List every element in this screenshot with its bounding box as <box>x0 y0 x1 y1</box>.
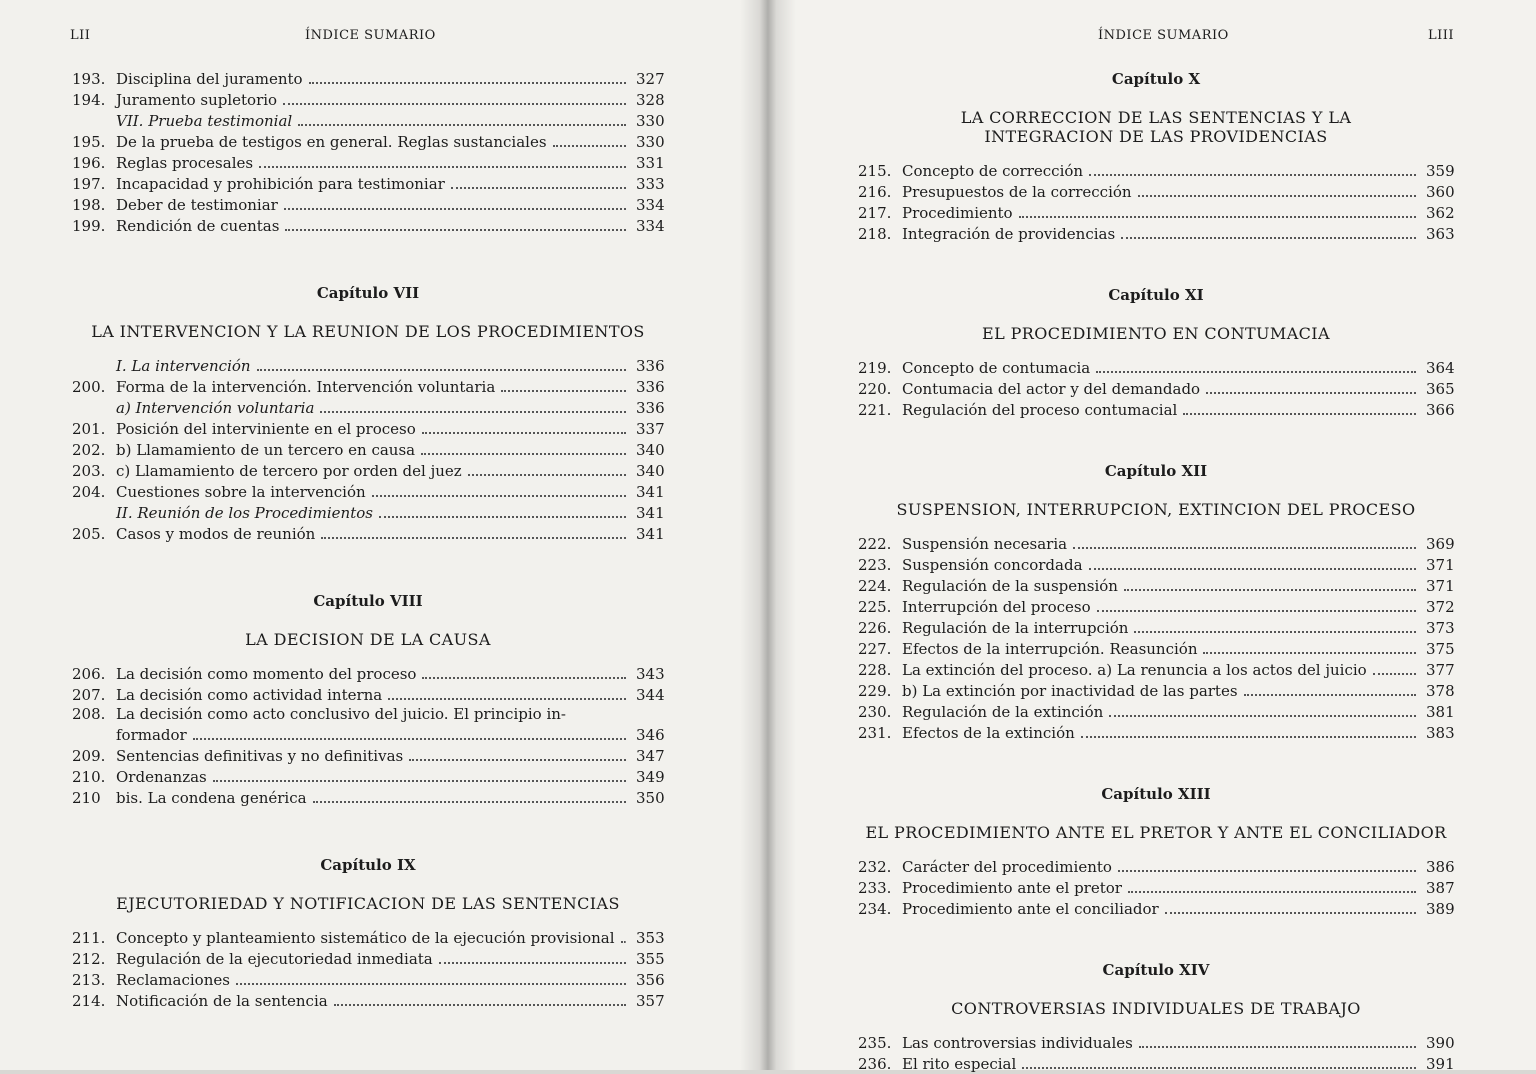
entry-page-number: 375 <box>1426 640 1455 658</box>
dot-leader <box>1081 722 1416 738</box>
entry-title: Concepto de corrección <box>902 162 1084 180</box>
toc-entry <box>858 181 1454 202</box>
entry-page-number: 371 <box>1426 556 1455 574</box>
toc-entry <box>858 638 1454 659</box>
dot-leader <box>501 376 626 392</box>
toc-entry <box>72 194 664 215</box>
entry-title: Efectos de la extinción <box>902 724 1075 742</box>
toc-entry <box>72 787 664 808</box>
entries-top <box>72 68 664 236</box>
chapter-entries <box>858 160 1454 244</box>
chapter-label: Capítulo XIII <box>1101 785 1211 803</box>
toc-entry <box>858 659 1454 680</box>
entry-number: 226. <box>858 619 892 637</box>
toc-entry <box>72 990 664 1011</box>
chapter-entries <box>858 1032 1454 1074</box>
entry-page-number: 330 <box>636 133 665 151</box>
chapter-title: EL PROCEDIMIENTO ANTE EL PRETOR Y ANTE EL CONCILIADOR <box>865 823 1447 842</box>
entry-page-number: 365 <box>1426 380 1455 398</box>
entry-page-number: 347 <box>636 747 665 765</box>
chapter-entries <box>858 357 1454 420</box>
entry-page-number: 349 <box>636 768 665 786</box>
dot-leader <box>285 215 626 231</box>
dot-leader <box>439 948 626 964</box>
entry-title: II. Reunión de los Procedimientos <box>116 504 373 522</box>
entry-page-number: 372 <box>1426 598 1455 616</box>
entry-title: VII. Prueba testimonial <box>116 112 293 130</box>
chapter-entries <box>858 533 1454 743</box>
toc-entry <box>72 215 664 236</box>
dot-leader <box>193 724 626 740</box>
entry-title: Regulación de la suspensión <box>902 577 1118 595</box>
entry-page-number: 390 <box>1426 1034 1455 1052</box>
toc-entry <box>72 745 664 766</box>
toc-entry <box>72 684 664 705</box>
entry-title: Ordenanzas <box>116 768 207 786</box>
dot-leader <box>1373 659 1416 675</box>
chapter-label: Capítulo VIII <box>313 592 423 610</box>
entry-title: Interrupción del proceso <box>902 598 1091 616</box>
entry-number: 232. <box>858 858 892 876</box>
entry-number: 212. <box>72 950 106 968</box>
toc-entry <box>858 160 1454 181</box>
chapter-title: LA INTERVENCION Y LA REUNION DE LOS PROCEDIMIENTOS <box>91 322 645 341</box>
entry-page-number: 377 <box>1426 661 1455 679</box>
entry-title: Concepto y planteamiento sistemático de la ejecución provisional <box>116 929 615 947</box>
entry-page-number: 355 <box>636 950 665 968</box>
chapter-title: LA DECISION DE LA CAUSA <box>245 630 491 649</box>
entry-title: b) Llamamiento de un tercero en causa <box>116 441 416 459</box>
dot-leader <box>468 460 626 476</box>
toc-entry <box>858 617 1454 638</box>
toc-entry <box>858 575 1454 596</box>
entry-title: Cuestiones sobre la intervención <box>116 483 366 501</box>
entry-number: 218. <box>858 225 892 243</box>
dot-leader <box>1165 898 1416 914</box>
entry-number: 220. <box>858 380 892 398</box>
dot-leader <box>422 418 626 434</box>
entry-title: formador <box>116 726 187 744</box>
entry-page-number: 386 <box>1426 858 1455 876</box>
entry-title: Deber de testimoniar <box>116 196 278 214</box>
entry-title: Juramento supletorio <box>116 91 278 109</box>
entry-page-number: 363 <box>1426 225 1455 243</box>
entry-page-number: 360 <box>1426 183 1455 201</box>
dot-leader <box>1096 357 1416 373</box>
toc-entry <box>72 110 664 131</box>
entry-title: Disciplina del juramento <box>116 70 303 88</box>
toc-entry <box>858 1032 1454 1053</box>
entry-page-number: 331 <box>636 154 665 172</box>
book-gutter-shadow <box>740 0 796 1070</box>
entry-number: 225. <box>858 598 892 616</box>
toc-entry <box>72 927 664 948</box>
dot-leader <box>283 89 626 105</box>
entry-title: Posición del interviniente en el proceso <box>116 420 416 438</box>
dot-leader <box>553 131 626 147</box>
toc-entry <box>72 523 664 544</box>
entry-page-number: 357 <box>636 992 665 1010</box>
entry-page-number: 371 <box>1426 577 1455 595</box>
left-page <box>0 0 768 1070</box>
entry-title: Presupuestos de la corrección <box>902 183 1132 201</box>
dot-leader <box>259 152 626 168</box>
entry-page-number: 353 <box>636 929 665 947</box>
entry-title: Sentencias definitivas y no definitivas <box>116 747 404 765</box>
entry-title: a) Intervención voluntaria <box>116 399 315 417</box>
toc-entry <box>72 152 664 173</box>
entry-number: 221. <box>858 401 892 419</box>
entry-title: Regulación de la extinción <box>902 703 1104 721</box>
toc-entry <box>72 969 664 990</box>
entry-number: 236. <box>858 1055 892 1073</box>
entry-title: Notificación de la sentencia <box>116 992 328 1010</box>
dot-leader <box>1244 680 1416 696</box>
entry-page-number: 336 <box>636 357 665 375</box>
entry-title: Procedimiento ante el pretor <box>902 879 1122 897</box>
entry-number: 230. <box>858 703 892 721</box>
chapter-title: CONTROVERSIAS INDIVIDUALES DE TRABAJO <box>951 999 1361 1018</box>
entry-page-number: 346 <box>636 726 665 744</box>
toc-entry <box>858 223 1454 244</box>
toc-entry <box>858 378 1454 399</box>
dot-leader <box>1019 202 1416 218</box>
dot-leader <box>1206 378 1416 394</box>
chapter-entries <box>72 663 664 808</box>
entry-page-number: 369 <box>1426 535 1455 553</box>
entry-number: 231. <box>858 724 892 742</box>
chapter-entries <box>72 355 664 544</box>
toc-entry <box>858 722 1454 743</box>
entry-number: 217. <box>858 204 892 222</box>
chapter-entries <box>858 856 1454 919</box>
entry-page-number: 334 <box>636 217 665 235</box>
entry-number: 219. <box>858 359 892 377</box>
toc-entry <box>858 357 1454 378</box>
toc-entry <box>72 397 664 418</box>
entry-page-number: 336 <box>636 399 665 417</box>
entry-page-number: 330 <box>636 112 665 130</box>
toc-entry <box>858 596 1454 617</box>
entry-title: Casos y modos de reunión <box>116 525 316 543</box>
toc-entry <box>72 68 664 89</box>
toc-entry <box>72 948 664 969</box>
entry-page-number: 350 <box>636 789 665 807</box>
entry-number: 196. <box>72 154 106 172</box>
entry-number: 214. <box>72 992 106 1010</box>
entry-title: Regulación de la ejecutoriedad inmediata <box>116 950 433 968</box>
entry-title: Suspensión necesaria <box>902 535 1068 553</box>
entry-title: Integración de providencias <box>902 225 1116 243</box>
dot-leader <box>1134 617 1416 633</box>
entry-number: 227. <box>858 640 892 658</box>
entry-page-number: 381 <box>1426 703 1455 721</box>
entry-title: c) Llamamiento de tercero por orden del juez <box>116 462 462 480</box>
chapter-title: EJECUTORIEDAD Y NOTIFICACION DE LAS SENTENCIAS <box>116 894 620 913</box>
entry-number: 204. <box>72 483 106 501</box>
entry-page-number: 383 <box>1426 724 1455 742</box>
toc-entry <box>858 680 1454 701</box>
toc-entry <box>72 663 664 684</box>
dot-leader <box>257 355 626 371</box>
entry-number: 198. <box>72 196 106 214</box>
chapter-label: Capítulo X <box>1111 70 1201 88</box>
right-page-number: LIII <box>1428 28 1455 43</box>
dot-leader <box>1089 160 1416 176</box>
entry-number: 197. <box>72 175 106 193</box>
entry-page-number: 341 <box>636 504 665 522</box>
entry-title: La decisión como actividad interna <box>116 686 383 704</box>
dot-leader <box>236 969 626 985</box>
dot-leader <box>321 523 626 539</box>
chapter-title: SUSPENSION, INTERRUPCION, EXTINCION DEL PROCESO <box>896 500 1416 519</box>
entry-number: 223. <box>858 556 892 574</box>
entry-page-number: 340 <box>636 441 665 459</box>
toc-entry <box>858 856 1454 877</box>
entry-number: 200. <box>72 378 106 396</box>
entry-title: I. La intervención <box>116 357 251 375</box>
entry-page-number: 387 <box>1426 879 1455 897</box>
left-page-number: LII <box>70 28 91 43</box>
entry-number: 228. <box>858 661 892 679</box>
entry-page-number: 366 <box>1426 401 1455 419</box>
entry-title: Suspensión concordada <box>902 556 1083 574</box>
dot-leader <box>1073 533 1416 549</box>
entry-number: 222. <box>858 535 892 553</box>
entry-number: 234. <box>858 900 892 918</box>
entry-page-number: 356 <box>636 971 665 989</box>
toc-entry <box>72 355 664 376</box>
dot-leader <box>388 684 626 700</box>
dot-leader <box>298 110 626 126</box>
entry-number: 205. <box>72 525 106 543</box>
entry-number: 235. <box>858 1034 892 1052</box>
entry-page-number: 343 <box>636 665 665 683</box>
entry-title: Procedimiento ante el conciliador <box>902 900 1159 918</box>
entry-page-number: 340 <box>636 462 665 480</box>
entry-page-number: 344 <box>636 686 665 704</box>
dot-leader <box>372 481 626 497</box>
toc-entry <box>858 533 1454 554</box>
dot-leader <box>284 194 626 210</box>
entry-title: Forma de la intervención. Intervención voluntaria <box>116 378 496 396</box>
toc-entry <box>72 460 664 481</box>
left-running-header: ÍNDICE SUMARIO <box>305 28 436 43</box>
entry-number: 229. <box>858 682 892 700</box>
chapter-title: LA CORRECCION DE LAS SENTENCIAS Y LA INTEGRACION DE LAS PROVIDENCIAS <box>960 108 1352 146</box>
entry-number: 216. <box>858 183 892 201</box>
entry-number: 224. <box>858 577 892 595</box>
dot-leader <box>1128 877 1416 893</box>
toc-entry <box>72 89 664 110</box>
toc-entry <box>72 724 664 745</box>
dot-leader <box>1097 596 1416 612</box>
chapter-title: EL PROCEDIMIENTO EN CONTUMACIA <box>982 324 1330 343</box>
entry-title: b) La extinción por inactividad de las partes <box>902 682 1238 700</box>
entry-page-number: 341 <box>636 525 665 543</box>
toc-entry <box>72 173 664 194</box>
entry-number: 194. <box>72 91 106 109</box>
left-page-content <box>72 68 664 1011</box>
entry-number: 201. <box>72 420 106 438</box>
entry-number: 206. <box>72 665 106 683</box>
entry-title: Incapacidad y prohibición para testimoniar <box>116 175 445 193</box>
toc-entry <box>72 766 664 787</box>
toc-entry <box>858 1053 1454 1074</box>
dot-leader <box>1089 554 1416 570</box>
entry-page-number: 334 <box>636 196 665 214</box>
toc-entry <box>72 502 664 523</box>
entry-title: Concepto de contumacia <box>902 359 1091 377</box>
dot-leader <box>1022 1053 1416 1069</box>
dot-leader <box>1183 399 1416 415</box>
toc-entry <box>72 418 664 439</box>
toc-entry <box>72 439 664 460</box>
entry-title: Reglas procesales <box>116 154 254 172</box>
toc-entry <box>72 481 664 502</box>
entry-page-number: 391 <box>1426 1055 1455 1073</box>
entry-page-number: 341 <box>636 483 665 501</box>
entry-title: Las controversias individuales <box>902 1034 1133 1052</box>
toc-entry <box>72 705 664 724</box>
toc-entry <box>858 202 1454 223</box>
right-page-content <box>858 70 1454 1074</box>
entry-title: De la prueba de testigos en general. Reglas sustanciales <box>116 133 547 151</box>
dot-leader <box>334 990 626 1006</box>
dot-leader <box>1203 638 1416 654</box>
dot-leader <box>1109 701 1416 717</box>
chapter-label: Capítulo XI <box>1108 286 1204 304</box>
right-page <box>768 0 1536 1073</box>
entry-title: Carácter del procedimiento <box>902 858 1112 876</box>
dot-leader <box>1138 181 1416 197</box>
chapter-label: Capítulo XIV <box>1102 961 1210 979</box>
entry-number: 207. <box>72 686 106 704</box>
dot-leader <box>1139 1032 1416 1048</box>
dot-leader <box>213 766 626 782</box>
entry-number: 210 <box>72 789 101 807</box>
entry-page-number: 373 <box>1426 619 1455 637</box>
entry-number: 209. <box>72 747 106 765</box>
toc-entry <box>858 898 1454 919</box>
right-running-header: ÍNDICE SUMARIO <box>1098 28 1229 43</box>
entry-title: Regulación del proceso contumacial <box>902 401 1178 419</box>
entry-title: Reclamaciones <box>116 971 230 989</box>
entry-title: Efectos de la interrupción. Reasunción <box>902 640 1198 658</box>
chapter-entries <box>72 927 664 1011</box>
dot-leader <box>320 397 626 413</box>
toc-entry <box>858 877 1454 898</box>
entry-title: La decisión como acto conclusivo del juicio. El principio in- <box>116 705 566 723</box>
entry-page-number: 389 <box>1426 900 1455 918</box>
dot-leader <box>421 439 626 455</box>
entry-title: La extinción del proceso. a) La renuncia a los actos del juicio <box>902 661 1367 679</box>
entry-number: 211. <box>72 929 106 947</box>
toc-entry <box>858 554 1454 575</box>
entry-page-number: 364 <box>1426 359 1455 377</box>
chapter-label: Capítulo VII <box>316 284 420 302</box>
dot-leader <box>1124 575 1416 591</box>
entry-page-number: 327 <box>636 70 665 88</box>
toc-entry <box>72 376 664 397</box>
dot-leader <box>313 787 626 803</box>
dot-leader <box>409 745 626 761</box>
dot-leader <box>1118 856 1416 872</box>
entry-title: Regulación de la interrupción <box>902 619 1129 637</box>
entry-page-number: 362 <box>1426 204 1455 222</box>
entry-page-number: 378 <box>1426 682 1455 700</box>
toc-entry <box>72 131 664 152</box>
entry-number: 210. <box>72 768 106 786</box>
entry-number: 199. <box>72 217 106 235</box>
toc-entry <box>858 701 1454 722</box>
entry-page-number: 333 <box>636 175 665 193</box>
toc-entry <box>858 399 1454 420</box>
entry-number: 202. <box>72 441 106 459</box>
dot-leader <box>309 68 626 84</box>
entry-title: bis. La condena genérica <box>116 789 307 807</box>
entry-number: 208. <box>72 705 106 723</box>
entry-number: 195. <box>72 133 106 151</box>
entry-number: 203. <box>72 462 106 480</box>
entry-title: Rendición de cuentas <box>116 217 280 235</box>
entry-page-number: 337 <box>636 420 665 438</box>
dot-leader <box>379 502 626 518</box>
dot-leader <box>451 173 626 189</box>
entry-page-number: 359 <box>1426 162 1455 180</box>
dot-leader <box>422 663 626 679</box>
entry-number: 215. <box>858 162 892 180</box>
entry-title: La decisión como momento del proceso <box>116 665 417 683</box>
dot-leader <box>1121 223 1416 239</box>
entry-number: 213. <box>72 971 106 989</box>
entry-title: El rito especial <box>902 1055 1017 1073</box>
entry-page-number: 336 <box>636 378 665 396</box>
chapter-label: Capítulo XII <box>1104 462 1208 480</box>
entry-page-number: 328 <box>636 91 665 109</box>
entry-number: 193. <box>72 70 106 88</box>
entry-title: Contumacia del actor y del demandado <box>902 380 1201 398</box>
chapter-label: Capítulo IX <box>320 856 416 874</box>
entry-title: Procedimiento <box>902 204 1013 222</box>
entry-number: 233. <box>858 879 892 897</box>
